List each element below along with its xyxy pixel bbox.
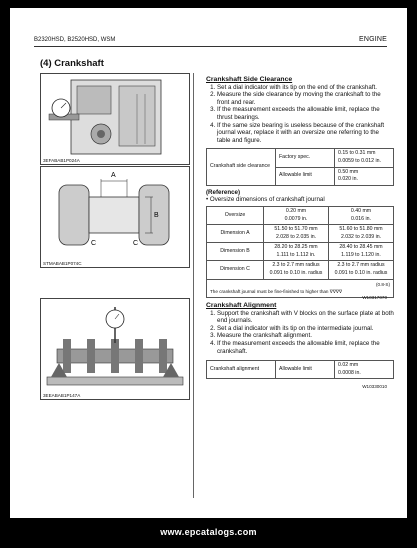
crankshaft-journal-diagram <box>41 167 189 267</box>
spec-label: Factory spec. <box>276 149 335 167</box>
side-clearance-table <box>206 148 394 185</box>
alignment-title: Crankshaft Alignment <box>206 302 277 309</box>
label-c-left: C <box>91 240 97 247</box>
reference-note: • Oversize dimensions of crankshaft journal <box>206 196 325 204</box>
spec-item: Crankshaft side clearance <box>207 149 276 185</box>
figure-caption: 3EEABAB1P147A <box>43 393 81 398</box>
finish-note: The crankshaft journal must be fine-finished to higher than ∇∇∇∇ <box>210 289 343 295</box>
header-rule <box>34 46 387 47</box>
step: 1. Set a dial indicator with its tip on the end of the crankshaft. <box>217 84 394 92</box>
table-row: Dimension C 2.3 to 2.7 mm radius 0.091 to 0.10 in. radius 2.3 to 2.7 mm radius 0.091 to 0.10 in. radius <box>207 261 394 279</box>
step: 4. If the same size bearing is useless because of the crankshaft journal wear, replace it with an oversize one referring to the table and figure. <box>217 122 394 145</box>
figure-caption: STMABAB1P074C <box>43 261 82 266</box>
table-row: Oversize 0.20 mm 0.0079 in. 0.40 mm 0.016 in. <box>207 206 394 224</box>
ref-code: W10330010 <box>362 384 387 389</box>
side-clearance-title: Crankshaft Side Clearance <box>206 76 293 83</box>
reference-heading: (Reference) <box>206 188 241 196</box>
side-clearance-steps <box>206 84 394 145</box>
label-a: A <box>111 172 116 179</box>
step: 1. Support the crankshaft with V blocks on the surface plate at both end journals. <box>217 310 394 325</box>
spec-label: Allowable limit <box>276 361 335 379</box>
label-b: B <box>154 212 159 219</box>
spec-value: 0.15 to 0.31 mm 0.0059 to 0.012 in. <box>335 149 394 167</box>
engine-block-illustration <box>41 74 189 164</box>
finish-code: (0.8-S) <box>375 281 390 287</box>
step: 3. If the measurement exceeds the allowable limit, replace the thrust bearings. <box>217 106 394 121</box>
figure-crank-journal <box>40 166 190 268</box>
step: 4. If the measurement exceeds the allowable limit, replace the crankshaft. <box>217 340 394 355</box>
step: 2. Measure the side clearance by moving the crankshaft to the front and rear. <box>217 91 394 106</box>
spec-value: 0.50 mm 0.020 in. <box>335 167 394 185</box>
figure-dial-indicator <box>40 73 190 165</box>
alignment-steps <box>206 310 394 356</box>
header-section: ENGINE <box>358 36 387 43</box>
spec-item: Crankshaft alignment <box>207 361 276 379</box>
manual-page <box>10 8 407 518</box>
section-title: (4) Crankshaft <box>40 58 104 69</box>
crankshaft-alignment-illustration <box>41 299 189 399</box>
ref-code: W10317070 <box>362 295 387 300</box>
label-c-right: C <box>133 240 139 247</box>
header-models: B2320HSD, B2520HSD, WSM <box>34 37 116 43</box>
side-clearance-section <box>206 76 394 298</box>
alignment-section <box>206 302 394 379</box>
column-divider <box>193 73 194 498</box>
step: 2. Set a dial indicator with its tip on the intermediate journal. <box>217 325 394 333</box>
step: 3. Measure the crankshaft alignment. <box>217 332 394 340</box>
table-row: Dimension A 51.50 to 51.70 mm 2.028 to 2.035 in. 51.60 to 51.80 mm 2.032 to 2.039 in. <box>207 225 394 243</box>
watermark-url: www.epcatalogs.com <box>160 527 257 537</box>
spec-label: Allowable limit <box>276 167 335 185</box>
spec-value: 0.02 mm 0.0008 in. <box>335 361 394 379</box>
figure-alignment <box>40 298 190 400</box>
alignment-table <box>206 360 394 379</box>
figure-caption: 3EFABAB1P024A <box>43 158 80 163</box>
table-row: Dimension B 28.20 to 28.25 mm 1.111 to 1.112 in. 28.40 to 28.45 mm 1.119 to 1.120 in. <box>207 243 394 261</box>
oversize-table <box>206 206 394 298</box>
